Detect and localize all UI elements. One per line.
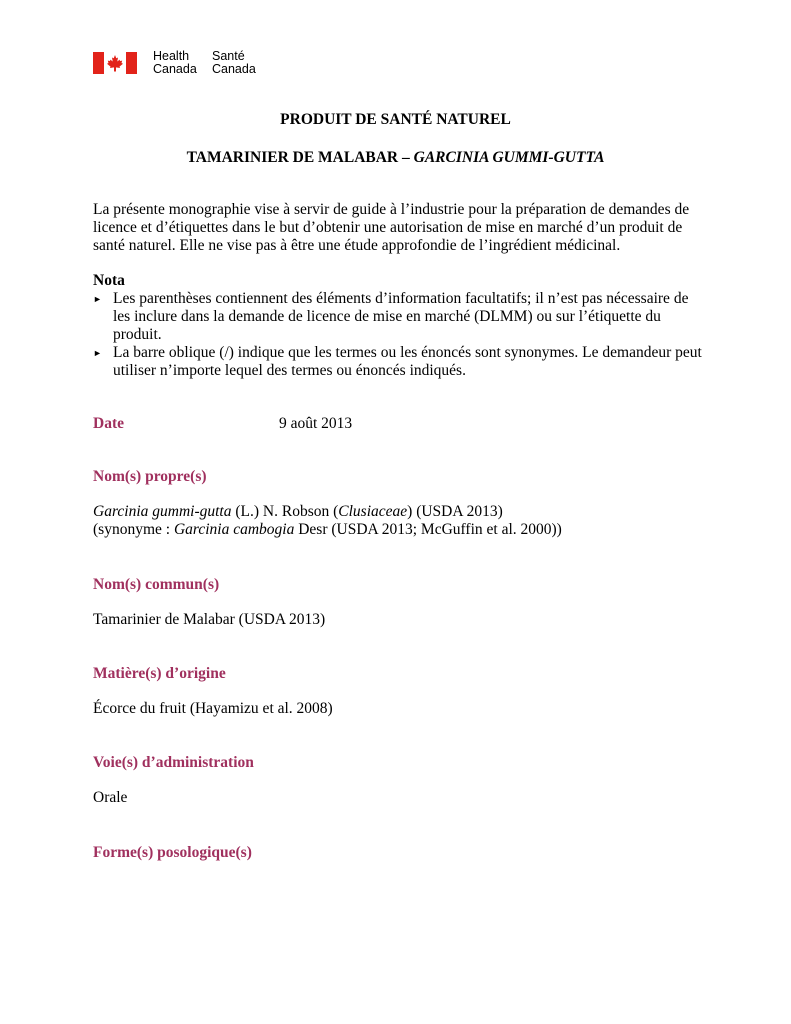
nota-heading: Nota [93,272,125,289]
reference: ) (USDA 2013) [407,503,503,520]
canada-flag-icon [93,52,137,74]
synonym-line [93,521,562,539]
document-subtitle [0,149,791,167]
date-value: 9 août 2013 [279,415,353,432]
brand-french [212,50,256,76]
route-heading: Voie(s) d’administration [93,754,254,771]
route-value: Orale [93,789,128,806]
bullet-arrow-icon: ► [93,348,102,358]
common-names-heading: Nom(s) commun(s) [93,576,220,593]
source-material-value: Écorce du fruit (Hayamizu et al. 2008) [93,700,333,717]
nota-item-text: La barre oblique (/) indique que les termes ou les énoncés sont synonymes. Le demandeur peut utiliser n’importe lequel des termes ou énoncés indiqués. [113,344,702,379]
date-label: Date [93,415,124,432]
synonym-latin-name: Garcinia cambogia [173,521,295,538]
latin-name: Garcinia gummi-gutta [93,503,232,520]
brand-fr-line1: Santé [212,49,245,63]
document-title: PRODUIT DE SANTÉ NATUREL [280,111,511,128]
proper-name-line [93,503,503,521]
family-name: Clusiaceae [338,503,408,520]
subtitle-latin-name: GARCINIA GUMMI-GUTTA [413,149,605,166]
proper-names-heading: Nom(s) propre(s) [93,468,207,485]
source-material-heading: Matière(s) d’origine [93,665,226,682]
brand-en-line2: Canada [153,62,197,76]
synonym-prefix: (synonyme : [93,521,174,538]
nota-item-text: Les parenthèses contiennent des éléments d’information facultatifs; il n’est pas nécessaire de les inclure dans la demande de licence de mise en marché (DLMM) ou sur l’étiquette du produit. [113,290,689,343]
synonym-reference: Desr (USDA 2013; McGuffin et al. 2000)) [294,521,562,538]
dosage-form-heading: Forme(s) posologique(s) [93,844,252,861]
subtitle-common-name: TAMARINIER DE MALABAR – [186,149,414,166]
brand-fr-line2: Canada [212,62,256,76]
author-citation: (L.) N. Robson ( [231,503,339,520]
intro-paragraph: La présente monographie vise à servir de guide à l’industrie pour la préparation de demandes de licence et d’étiquettes dans le but d’obtenir une autorisation de mise en marché d’un produit de santé naturel. Elle ne vise pas à être une étude approfondie de l’ingrédient médicinal. [93,201,690,254]
brand-en-line1: Health [153,49,190,63]
bullet-arrow-icon: ► [93,294,102,304]
common-name-value: Tamarinier de Malabar (USDA 2013) [93,611,326,628]
brand-english [153,50,197,76]
